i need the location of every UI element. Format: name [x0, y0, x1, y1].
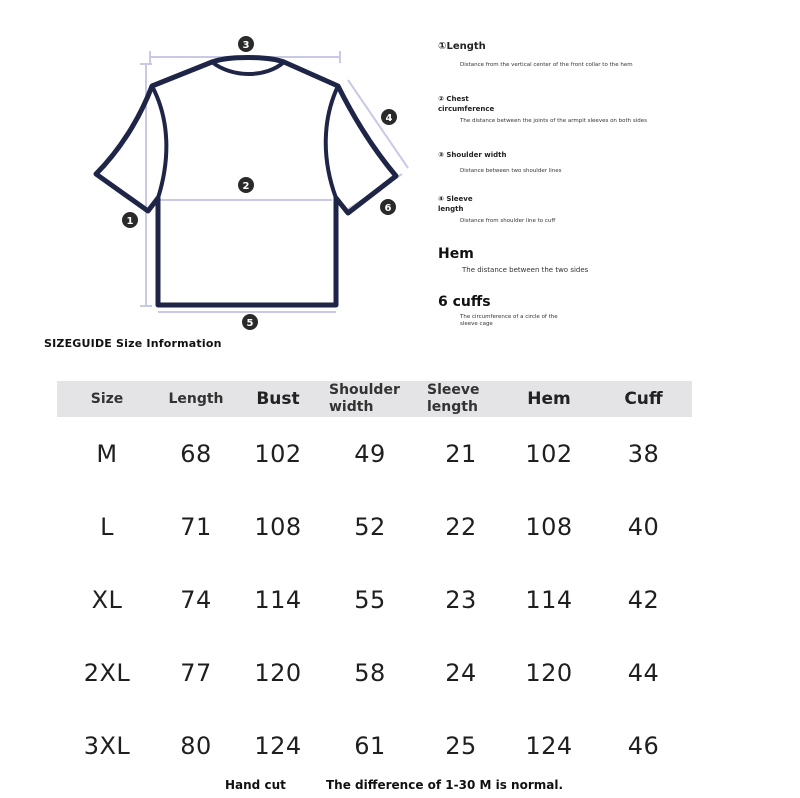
cell-sleeve: 22: [445, 512, 477, 541]
cell-bust: 102: [254, 439, 302, 468]
marker-6: [380, 199, 396, 215]
cell-size: 3XL: [83, 731, 131, 760]
cell-sleeve: 21: [445, 439, 477, 468]
cell-length: 80: [180, 731, 212, 760]
cell-shoulder: 58: [354, 658, 386, 687]
svg-text:4: 4: [385, 113, 393, 124]
cell-sleeve: 23: [445, 585, 477, 614]
cell-bust: 108: [254, 512, 302, 541]
cell-hem: 108: [525, 512, 573, 541]
cell-cuff: 46: [627, 731, 660, 760]
cell-shoulder: 61: [354, 731, 386, 760]
cell-hem: 102: [525, 439, 573, 468]
table-row: [57, 709, 692, 782]
table-header-row: [57, 381, 692, 417]
legend-desc: The distance between the two sides: [462, 266, 589, 274]
cell-bust: 114: [254, 585, 302, 614]
table-row: [57, 636, 692, 709]
legend-title: ④ Sleeve length: [438, 195, 473, 213]
cell-shoulder: 52: [354, 512, 386, 541]
cell-hem: 114: [525, 585, 573, 614]
legend-length: [438, 42, 698, 94]
cell-length: 71: [180, 512, 212, 541]
header-sleeve-length: Sleeve length: [427, 382, 480, 415]
legend-chest: [438, 94, 698, 150]
marker-5: [242, 314, 258, 330]
size-guide-caption: SIZEGUIDE Size Information: [44, 337, 222, 350]
legend-sleeve: [438, 194, 698, 246]
legend-hem: [438, 246, 698, 294]
header-bust: Bust: [256, 388, 300, 409]
cell-size: L: [100, 512, 114, 541]
legend-cuffs: [438, 294, 698, 328]
legend-title: Hem: [438, 246, 474, 262]
cell-bust: 124: [254, 731, 302, 760]
cell-length: 68: [180, 439, 212, 468]
marker-2: [238, 177, 254, 193]
svg-text:6: 6: [384, 203, 392, 214]
cell-sleeve: 24: [445, 658, 477, 687]
cell-length: 77: [180, 658, 212, 687]
svg-text:5: 5: [246, 318, 254, 329]
header-length: Length: [168, 390, 224, 407]
legend-desc: Distance from the vertical center of the front collar to the hem: [460, 62, 633, 68]
cell-size: 2XL: [83, 658, 131, 687]
cell-size: M: [96, 439, 118, 468]
tshirt-diagram: [0, 0, 430, 340]
legend-title: ③ Shoulder width: [438, 151, 507, 159]
cell-size: XL: [91, 585, 123, 614]
header-cuff: Cuff: [624, 388, 663, 409]
header-shoulder-width: Shoulder width: [329, 382, 400, 415]
cell-sleeve: 25: [445, 731, 477, 760]
cell-shoulder: 49: [354, 439, 386, 468]
legend-desc: Distance from shoulder line to cuff: [460, 218, 556, 224]
measurement-legend: [438, 42, 698, 328]
cell-hem: 120: [525, 658, 573, 687]
legend-title: ①Length: [438, 41, 486, 52]
table-row: [57, 417, 692, 490]
cell-hem: 124: [525, 731, 573, 760]
marker-1: [122, 212, 138, 228]
svg-text:1: 1: [126, 216, 134, 227]
header-hem: Hem: [527, 388, 571, 409]
cell-cuff: 44: [627, 658, 660, 687]
legend-desc: Distance between two shoulder lines: [460, 168, 562, 174]
measure-lines: [140, 51, 408, 312]
table-row: [57, 490, 692, 563]
marker-3: [238, 36, 254, 52]
legend-shoulder: [438, 150, 698, 194]
cell-cuff: 38: [627, 439, 660, 468]
cell-length: 74: [180, 585, 212, 614]
table-row: [57, 563, 692, 636]
legend-title: ② Chest circumference: [438, 95, 495, 113]
legend-desc: The circumference of a circle of the sleeve cage: [460, 314, 558, 327]
svg-text:2: 2: [242, 181, 250, 192]
footer-hand-cut: Hand cut: [225, 778, 286, 792]
svg-text:3: 3: [242, 40, 250, 51]
legend-desc: The distance between the joints of the armpit sleeves on both sides: [460, 118, 648, 124]
footer-tolerance-note: The difference of 1-30 M is normal.: [326, 778, 564, 792]
header-size: Size: [90, 390, 124, 407]
marker-4: [381, 109, 397, 125]
legend-title: 6 cuffs: [438, 294, 491, 310]
cell-cuff: 40: [627, 512, 660, 541]
cell-shoulder: 55: [354, 585, 386, 614]
cell-cuff: 42: [627, 585, 660, 614]
cell-bust: 120: [254, 658, 302, 687]
size-table: [57, 381, 692, 782]
